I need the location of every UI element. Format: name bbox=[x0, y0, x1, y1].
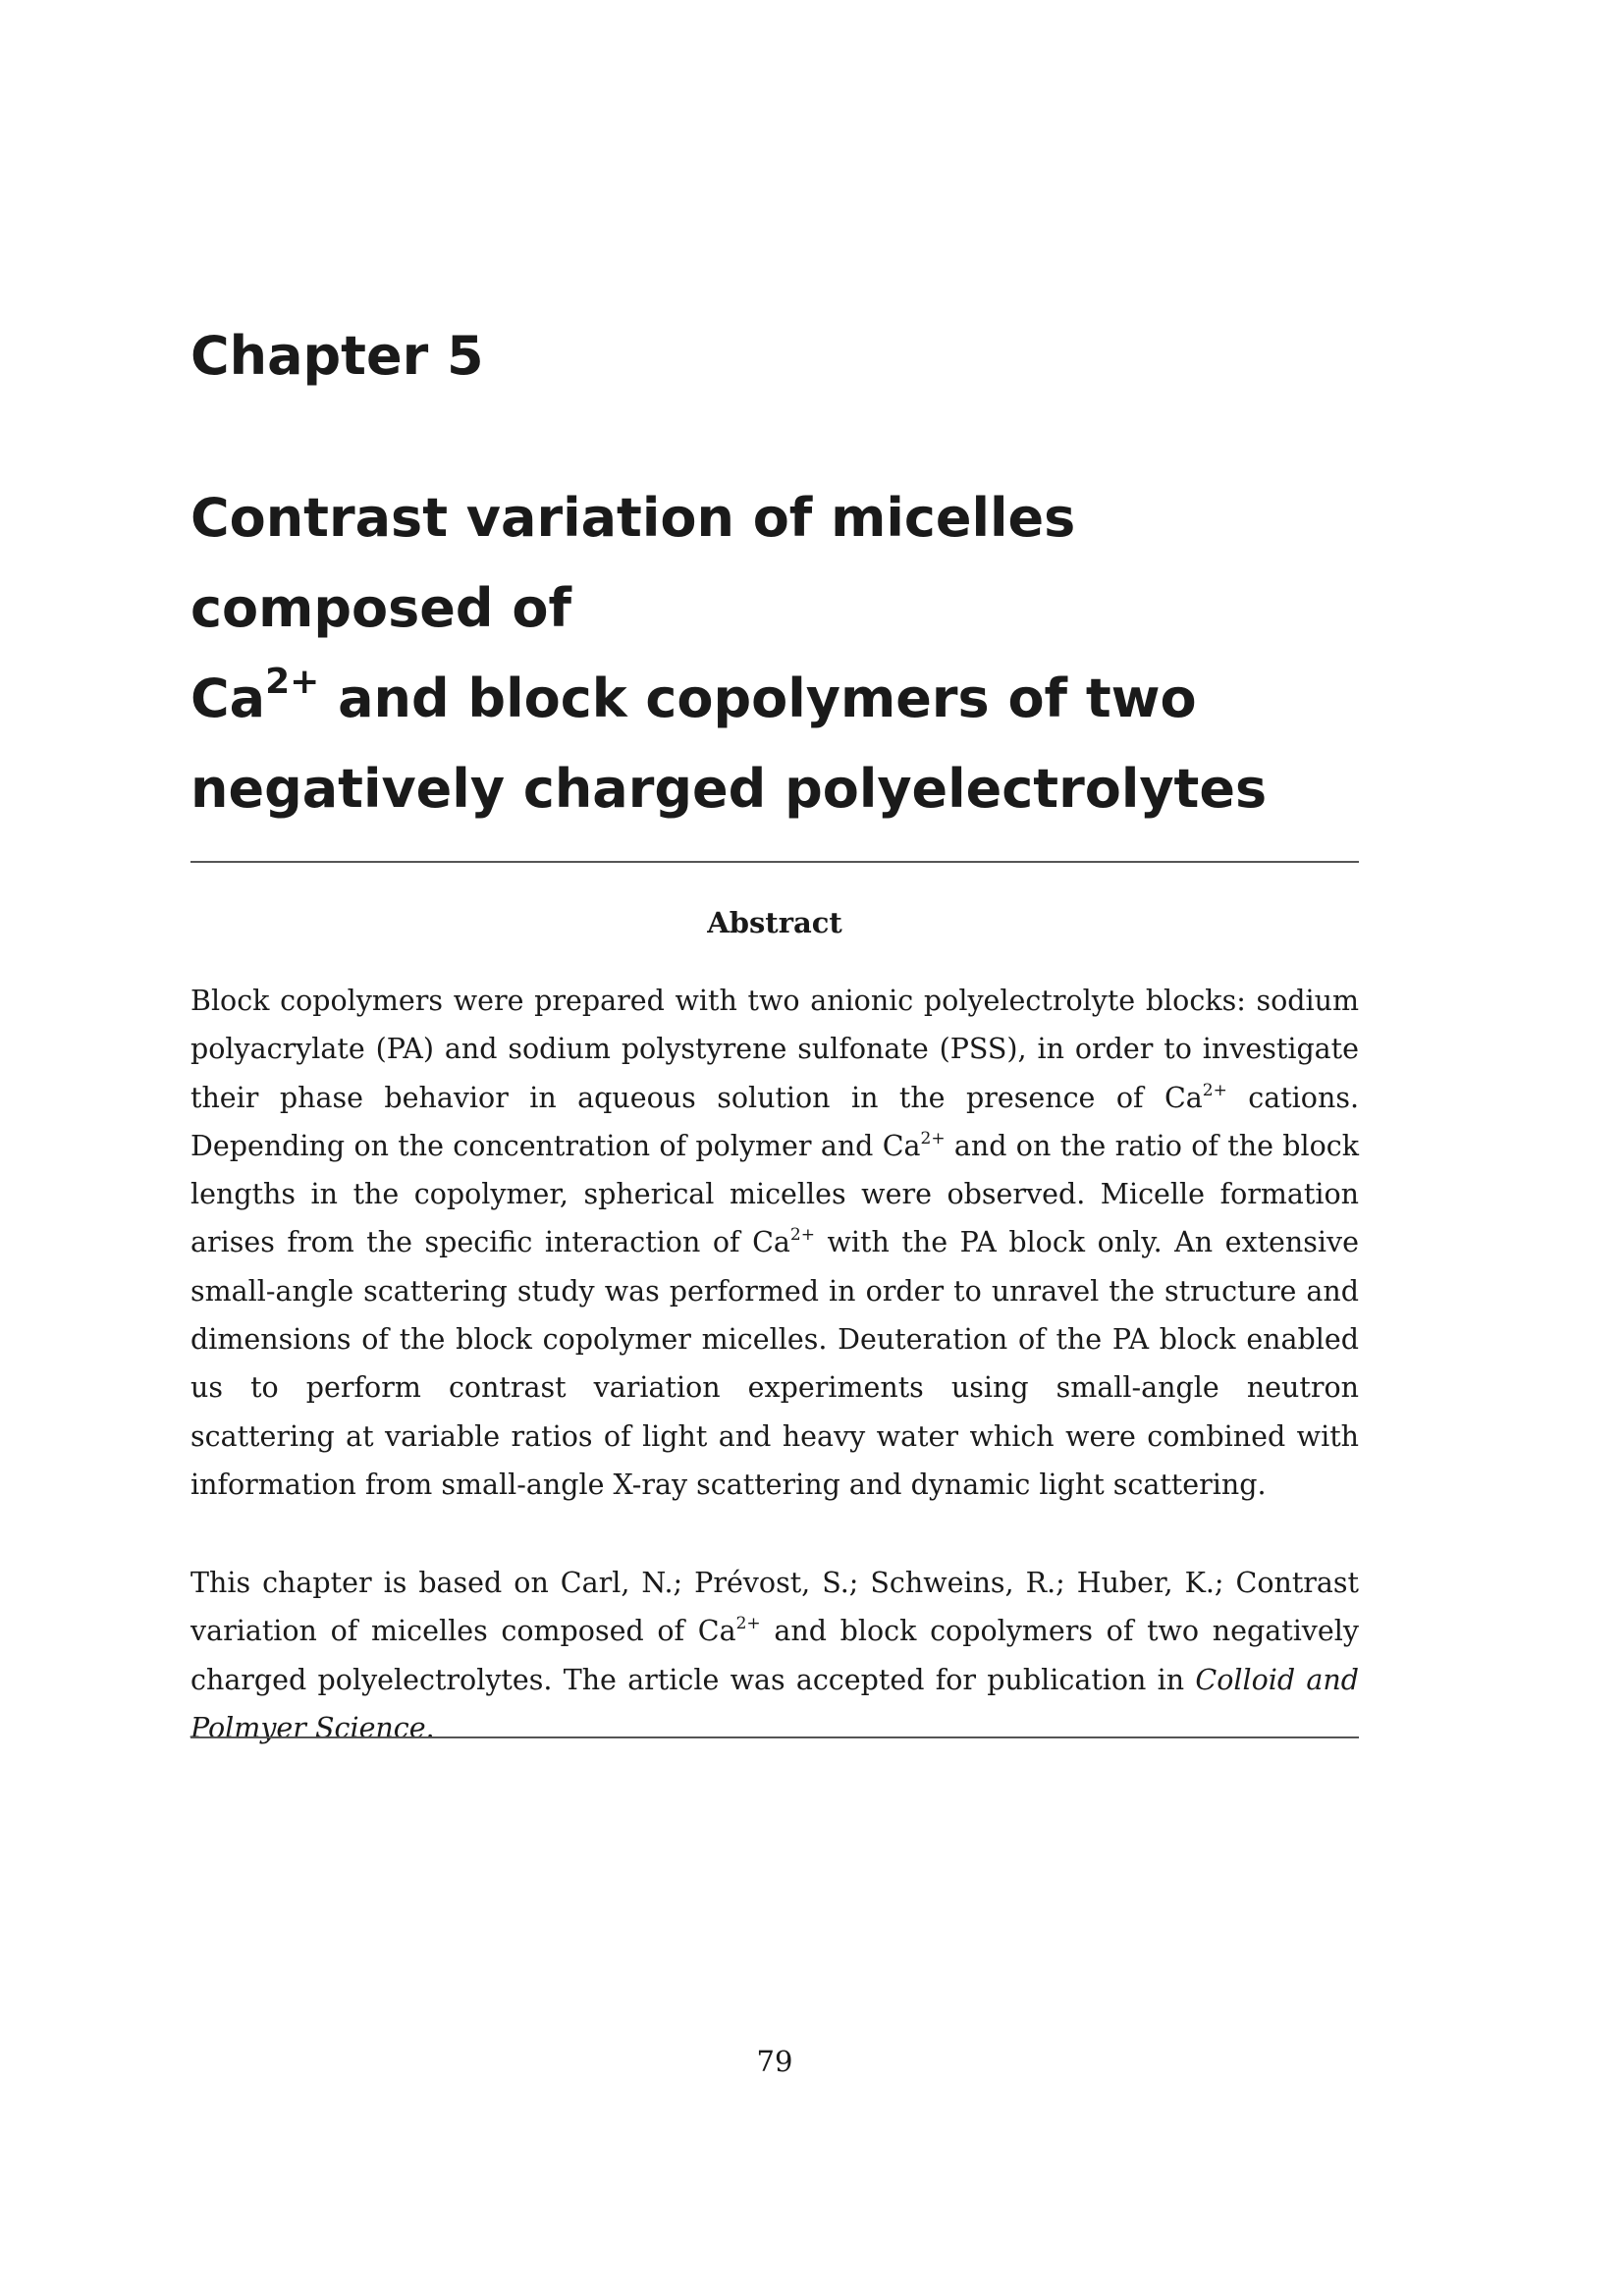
source-note-paragraph bbox=[190, 1559, 1359, 1752]
abstract-heading: Abstract bbox=[707, 906, 842, 939]
chapter-label: Chapter 5 bbox=[190, 325, 484, 387]
top-rule bbox=[190, 861, 1359, 863]
bottom-rule bbox=[190, 1736, 1359, 1738]
abstract-text-1: Block copolymers were prepared with two anionic polyelectrolyte blocks: sodium polyacrylate (PA) and sodium polystyrene sulfonate (PSS), in order to investigate their phase behavior in aqueous solution in the presence of Ca bbox=[190, 985, 1359, 1114]
chapter-title-superscript: 2+ bbox=[265, 662, 320, 702]
abstract-superscript-2: 2+ bbox=[920, 1128, 946, 1148]
chapter-title-line-1: Contrast variation of micelles composed of bbox=[190, 487, 1076, 639]
source-note-text-1: This chapter is based on Carl, N.; Prévost, S.; Schweins, R.; Huber, K.; Contrast variation of micelles composed of Ca bbox=[190, 1567, 1359, 1648]
abstract-superscript-1: 2+ bbox=[1202, 1080, 1227, 1100]
source-note-text-2: and block copolymers of two negatively charged polyelectrolytes. The article was accepted for publication in bbox=[190, 1615, 1359, 1696]
abstract-superscript-3: 2+ bbox=[789, 1225, 815, 1246]
chapter-title-line-2-rest: and block copolymers of two bbox=[319, 667, 1197, 729]
source-note-superscript: 2+ bbox=[735, 1614, 761, 1634]
abstract-text-2: cations. Depending on the concentration of polymer and Ca bbox=[190, 1081, 1359, 1162]
abstract-text-4: with the PA block only. An extensive small-angle scattering study was performed in order to unravel the structure and dimensions of the block copolymer micelles. Deuteration of the PA block enabled us to perform contrast variation experiments using small-angle neutron scattering at variable ratios of light and heavy water which were combined with information from small-angle X-ray scattering and dynamic light scattering. bbox=[190, 1226, 1359, 1501]
chapter-title-line-3: negatively charged polyelectrolytes bbox=[190, 758, 1268, 820]
chapter-title bbox=[190, 473, 1369, 834]
journal-name: Colloid and Polmyer Science bbox=[190, 1663, 1359, 1744]
chapter-title-ca: Ca bbox=[190, 667, 266, 729]
abstract-text-3: and on the ratio of the block lengths in the copolymer, spherical micelles were observed. Micelle formation arises from the specific interaction of Ca bbox=[190, 1129, 1360, 1259]
page-number: 79 bbox=[756, 2045, 793, 2078]
source-note-end: . bbox=[425, 1711, 435, 1744]
abstract-paragraph bbox=[190, 977, 1359, 1509]
